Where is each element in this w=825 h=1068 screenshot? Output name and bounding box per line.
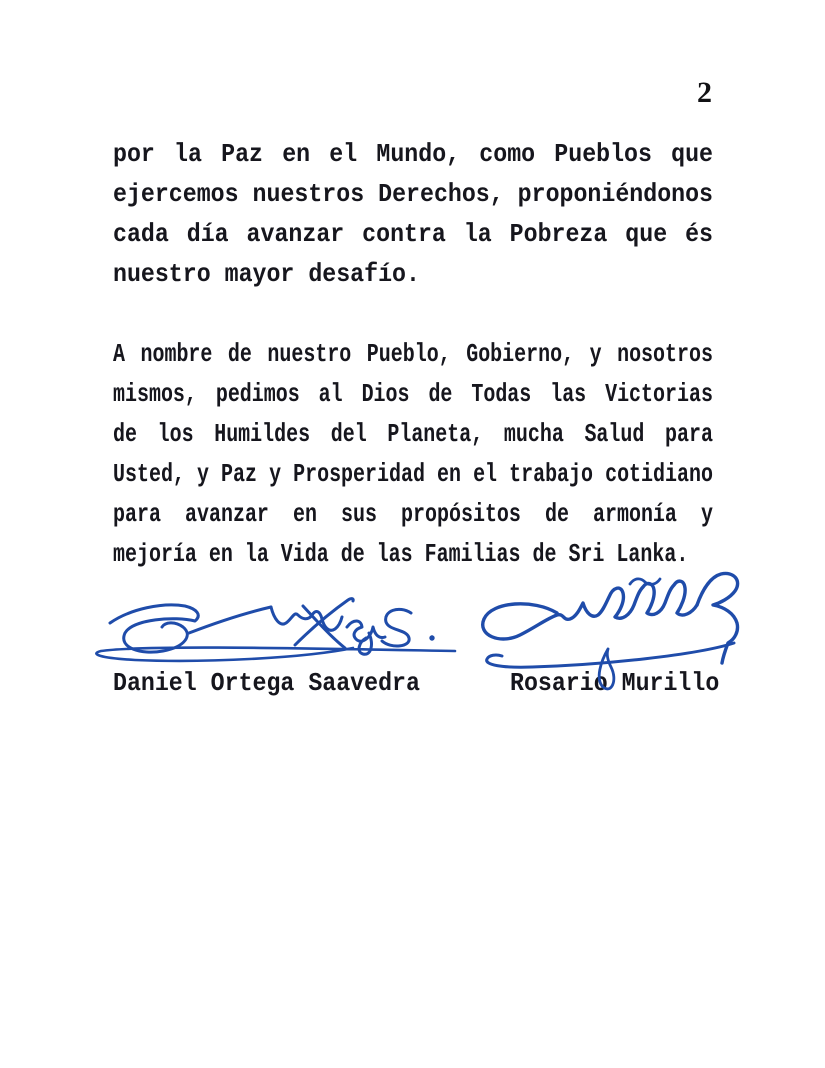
document-line: A nombre de nuestro Pueblo, Gobierno, y nosotros (113, 339, 713, 369)
daniel-ortega-signature-strokes (96, 599, 455, 661)
paragraph-1 (113, 134, 713, 294)
page-number: 2 (697, 76, 712, 109)
document-line: mismos, pedimos al Dios de Todas las Victorias (113, 379, 713, 409)
document-line: nuestro mayor desafío. (113, 259, 420, 289)
document-line: para avanzar en sus propósitos de armonía y (113, 499, 713, 529)
document-line: Usted, y Paz y Prosperidad en el trabajo cotidiano (113, 459, 713, 489)
daniel-ortega-signature-icon (85, 575, 465, 675)
document-line: por la Paz en el Mundo, como Pueblos que (113, 139, 714, 169)
document-line: mejoría en la Vida de las Familias de Sri Lanka. (113, 539, 689, 569)
paragraph-2 (113, 334, 713, 574)
document-line: cada día avanzar contra la Pobreza que és (113, 219, 714, 249)
body-text (113, 134, 713, 574)
document-line: ejercemos nuestros Derechos, proponiéndonos (113, 179, 714, 209)
document-line: de los Humildes del Planeta, mucha Salud para (113, 419, 713, 449)
signatory-name-rosario-murillo: Rosario Murillo (510, 668, 720, 698)
signatory-name-daniel-ortega: Daniel Ortega Saavedra (113, 668, 420, 698)
